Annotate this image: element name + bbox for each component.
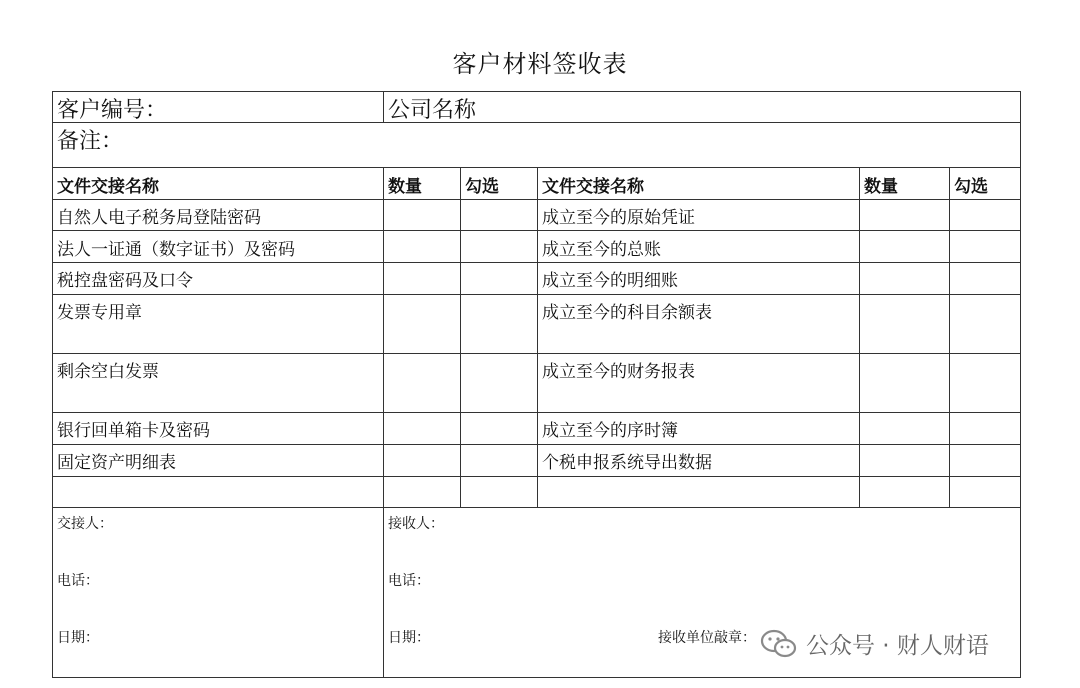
column-divider [383,167,384,678]
column-header-qty: 数量 [388,177,422,197]
handover-phone-label: 电话： [57,573,99,589]
page-title: 客户材料签收表 [452,50,628,78]
company-name-label: 公司名称 [388,98,477,123]
remarks-label: 备注： [57,129,124,154]
column-header-check: 勾选 [465,177,499,197]
column-divider [460,167,461,507]
row-divider [52,507,1021,508]
receiver-person-label: 接收人： [388,516,444,532]
handover-item: 银行回单箱卡及密码 [57,421,210,441]
handover-item: 成立至今的科目余额表 [542,303,712,323]
handover-item: 剩余空白发票 [57,362,159,382]
handover-item: 固定资产明细表 [57,453,176,473]
handover-item: 法人一证通（数字证书）及密码 [57,240,295,260]
handover-item: 个税申报系统导出数据 [542,453,712,473]
watermark-text: 公众号 · 财人财语 [806,633,989,659]
column-divider [537,167,538,507]
handover-date-label: 日期： [57,630,99,646]
column-header-qty: 数量 [864,177,898,197]
handover-item: 成立至今的明细账 [542,271,678,291]
handover-item: 自然人电子税务局登陆密码 [57,208,261,228]
column-divider [383,91,384,122]
handover-item: 成立至今的原始凭证 [542,208,695,228]
receiver-phone-label: 电话： [388,573,430,589]
handover-item: 发票专用章 [57,303,142,323]
receiver-date-label: 日期： [388,630,430,646]
handover-item: 税控盘密码及口令 [57,271,193,291]
receiver-seal-label: 接收单位敲章： [658,630,756,646]
column-divider [949,167,950,507]
handover-item: 成立至今的财务报表 [542,362,695,382]
customer-no-label: 客户编号： [57,98,168,123]
row-divider [52,122,1021,123]
column-header-name: 文件交接名称 [542,177,644,197]
column-header-check: 勾选 [954,177,988,197]
wechat-icon [760,629,798,659]
column-divider [859,167,860,507]
handover-item: 成立至今的总账 [542,240,661,260]
watermark [760,627,989,660]
handover-person-label: 交接人： [57,516,113,532]
handover-item: 成立至今的序时簿 [542,421,678,441]
column-header-name: 文件交接名称 [57,177,159,197]
